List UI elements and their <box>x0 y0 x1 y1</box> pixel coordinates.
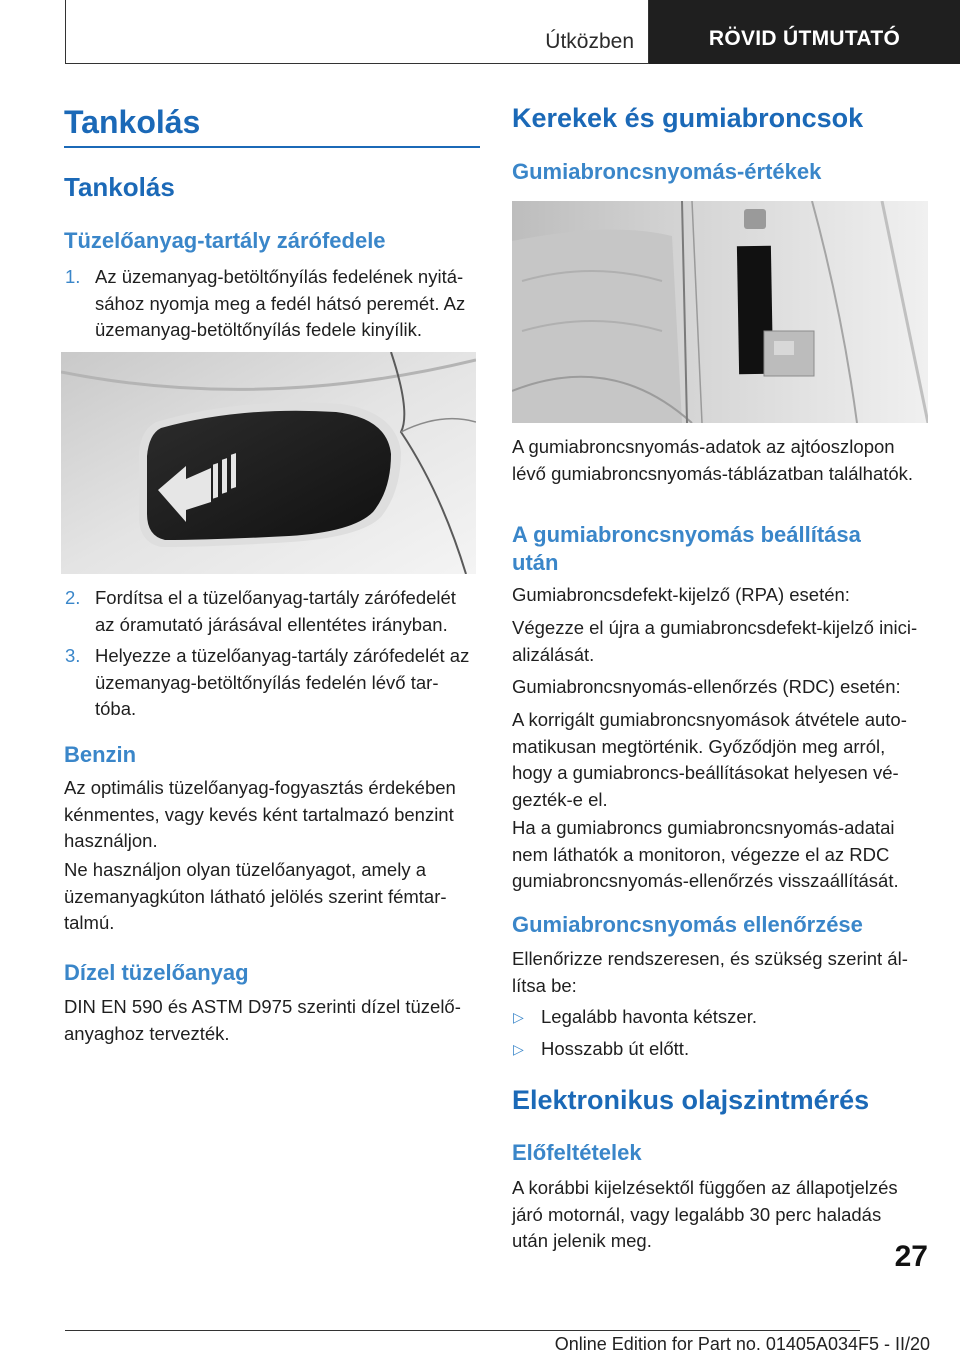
title-rule <box>64 146 480 148</box>
header-tab: RÖVID ÚTMUTATÓ <box>649 0 960 64</box>
paragraph: Végezze el újra a gumiabroncsdefekt-kijelző inici- alizálását. <box>512 617 918 665</box>
paragraph: Gumiabroncsnyomás-ellenőrzés (RDC) esetén: <box>512 676 901 697</box>
list-item: Legalább havonta kétszer. <box>541 1006 757 1027</box>
door-pillar-image <box>512 201 928 423</box>
step-number: 2. <box>65 587 81 608</box>
list-item: Hosszabb út előtt. <box>541 1038 690 1059</box>
paragraph: A korrigált gumiabroncsnyomások átvétele auto- matikusan megtörténik. Győződjön meg arról, hogy a gumiabroncs-beállításokat helyesen vé- gezték-e el. <box>512 709 907 810</box>
footer-rule <box>65 1330 860 1331</box>
step-number: 3. <box>65 645 81 666</box>
page-number: 27 <box>894 1240 928 1273</box>
paragraph: Ellenőrizze rendszeresen, és szükség szerint ál- lítsa be: <box>512 948 908 996</box>
subsection-heading: Előfeltételek <box>512 1140 642 1165</box>
subsection-heading: Gumiabroncsnyomás ellenőrzése <box>512 912 863 937</box>
paragraph: DIN EN 590 és ASTM D975 szerinti dízel tüzelő- anyaghoz tervezték. <box>64 996 461 1044</box>
header-section: Útközben <box>545 30 634 53</box>
section-heading: Kerekek és gumiabroncsok <box>512 103 864 133</box>
subsection-heading: Tüzelőanyag-tartály zárófedele <box>64 228 386 253</box>
subsection-heading: Dízel tüzelőanyag <box>64 960 249 985</box>
subsection-heading: Benzin <box>64 742 137 767</box>
paragraph: Ne használjon olyan tüzelőanyagot, amely a üzemanyagkúton látható jelölés szerint fémtar- talmú. <box>64 859 447 933</box>
fuel-cap-image <box>61 352 476 574</box>
subsection-heading: Gumiabroncsnyomás-értékek <box>512 159 822 184</box>
step-text: Az üzemanyag-betöltőnyílás fedelének nyitá- sához nyomja meg a fedél hátsó peremét. Az üzemanyag-betöltőnyílás fedele kinyílik. <box>95 266 466 340</box>
bullet-icon: ▷ <box>513 1009 524 1025</box>
step-text: Fordítsa el a tüzelőanyag-tartály zárófedelét az óramutató járásával ellentétes irányban. <box>95 587 456 635</box>
subsection-heading: A gumiabroncsnyomás beállítása után <box>512 522 861 575</box>
bullet-icon: ▷ <box>513 1041 524 1057</box>
step-number: 1. <box>65 266 81 287</box>
section-heading: Tankolás <box>64 172 175 202</box>
section-heading: Elektronikus olajszintmérés <box>512 1085 870 1115</box>
paragraph: A korábbi kijelzésektől függően az állapotjelzés járó motornál, vagy legalább 30 perc haladás után jelenik meg. <box>512 1177 898 1251</box>
page-title: Tankolás <box>64 104 201 140</box>
paragraph: Gumiabroncsdefekt-kijelző (RPA) esetén: <box>512 584 850 605</box>
paragraph: Ha a gumiabroncs gumiabroncsnyomás-adatai nem láthatók a monitoron, végezze el az RDC gumiabroncsnyomás-ellenőrzés visszaállítását. <box>512 817 899 891</box>
step-text: Helyezze a tüzelőanyag-tartály zárófedelét az üzemanyag-betöltőnyílás fedelén lévő tar- tóba. <box>95 645 470 719</box>
footer-text: Online Edition for Part no. 01405A034F5 - II/20 <box>554 1334 930 1354</box>
paragraph: Az optimális tüzelőanyag-fogyasztás érdekében kénmentes, vagy kevés ként tartalmazó benzint használjon. <box>64 777 456 851</box>
image-caption: A gumiabroncsnyomás-adatok az ajtóoszlopon lévő gumiabroncsnyomás-táblázatban találhatók. <box>512 436 914 484</box>
